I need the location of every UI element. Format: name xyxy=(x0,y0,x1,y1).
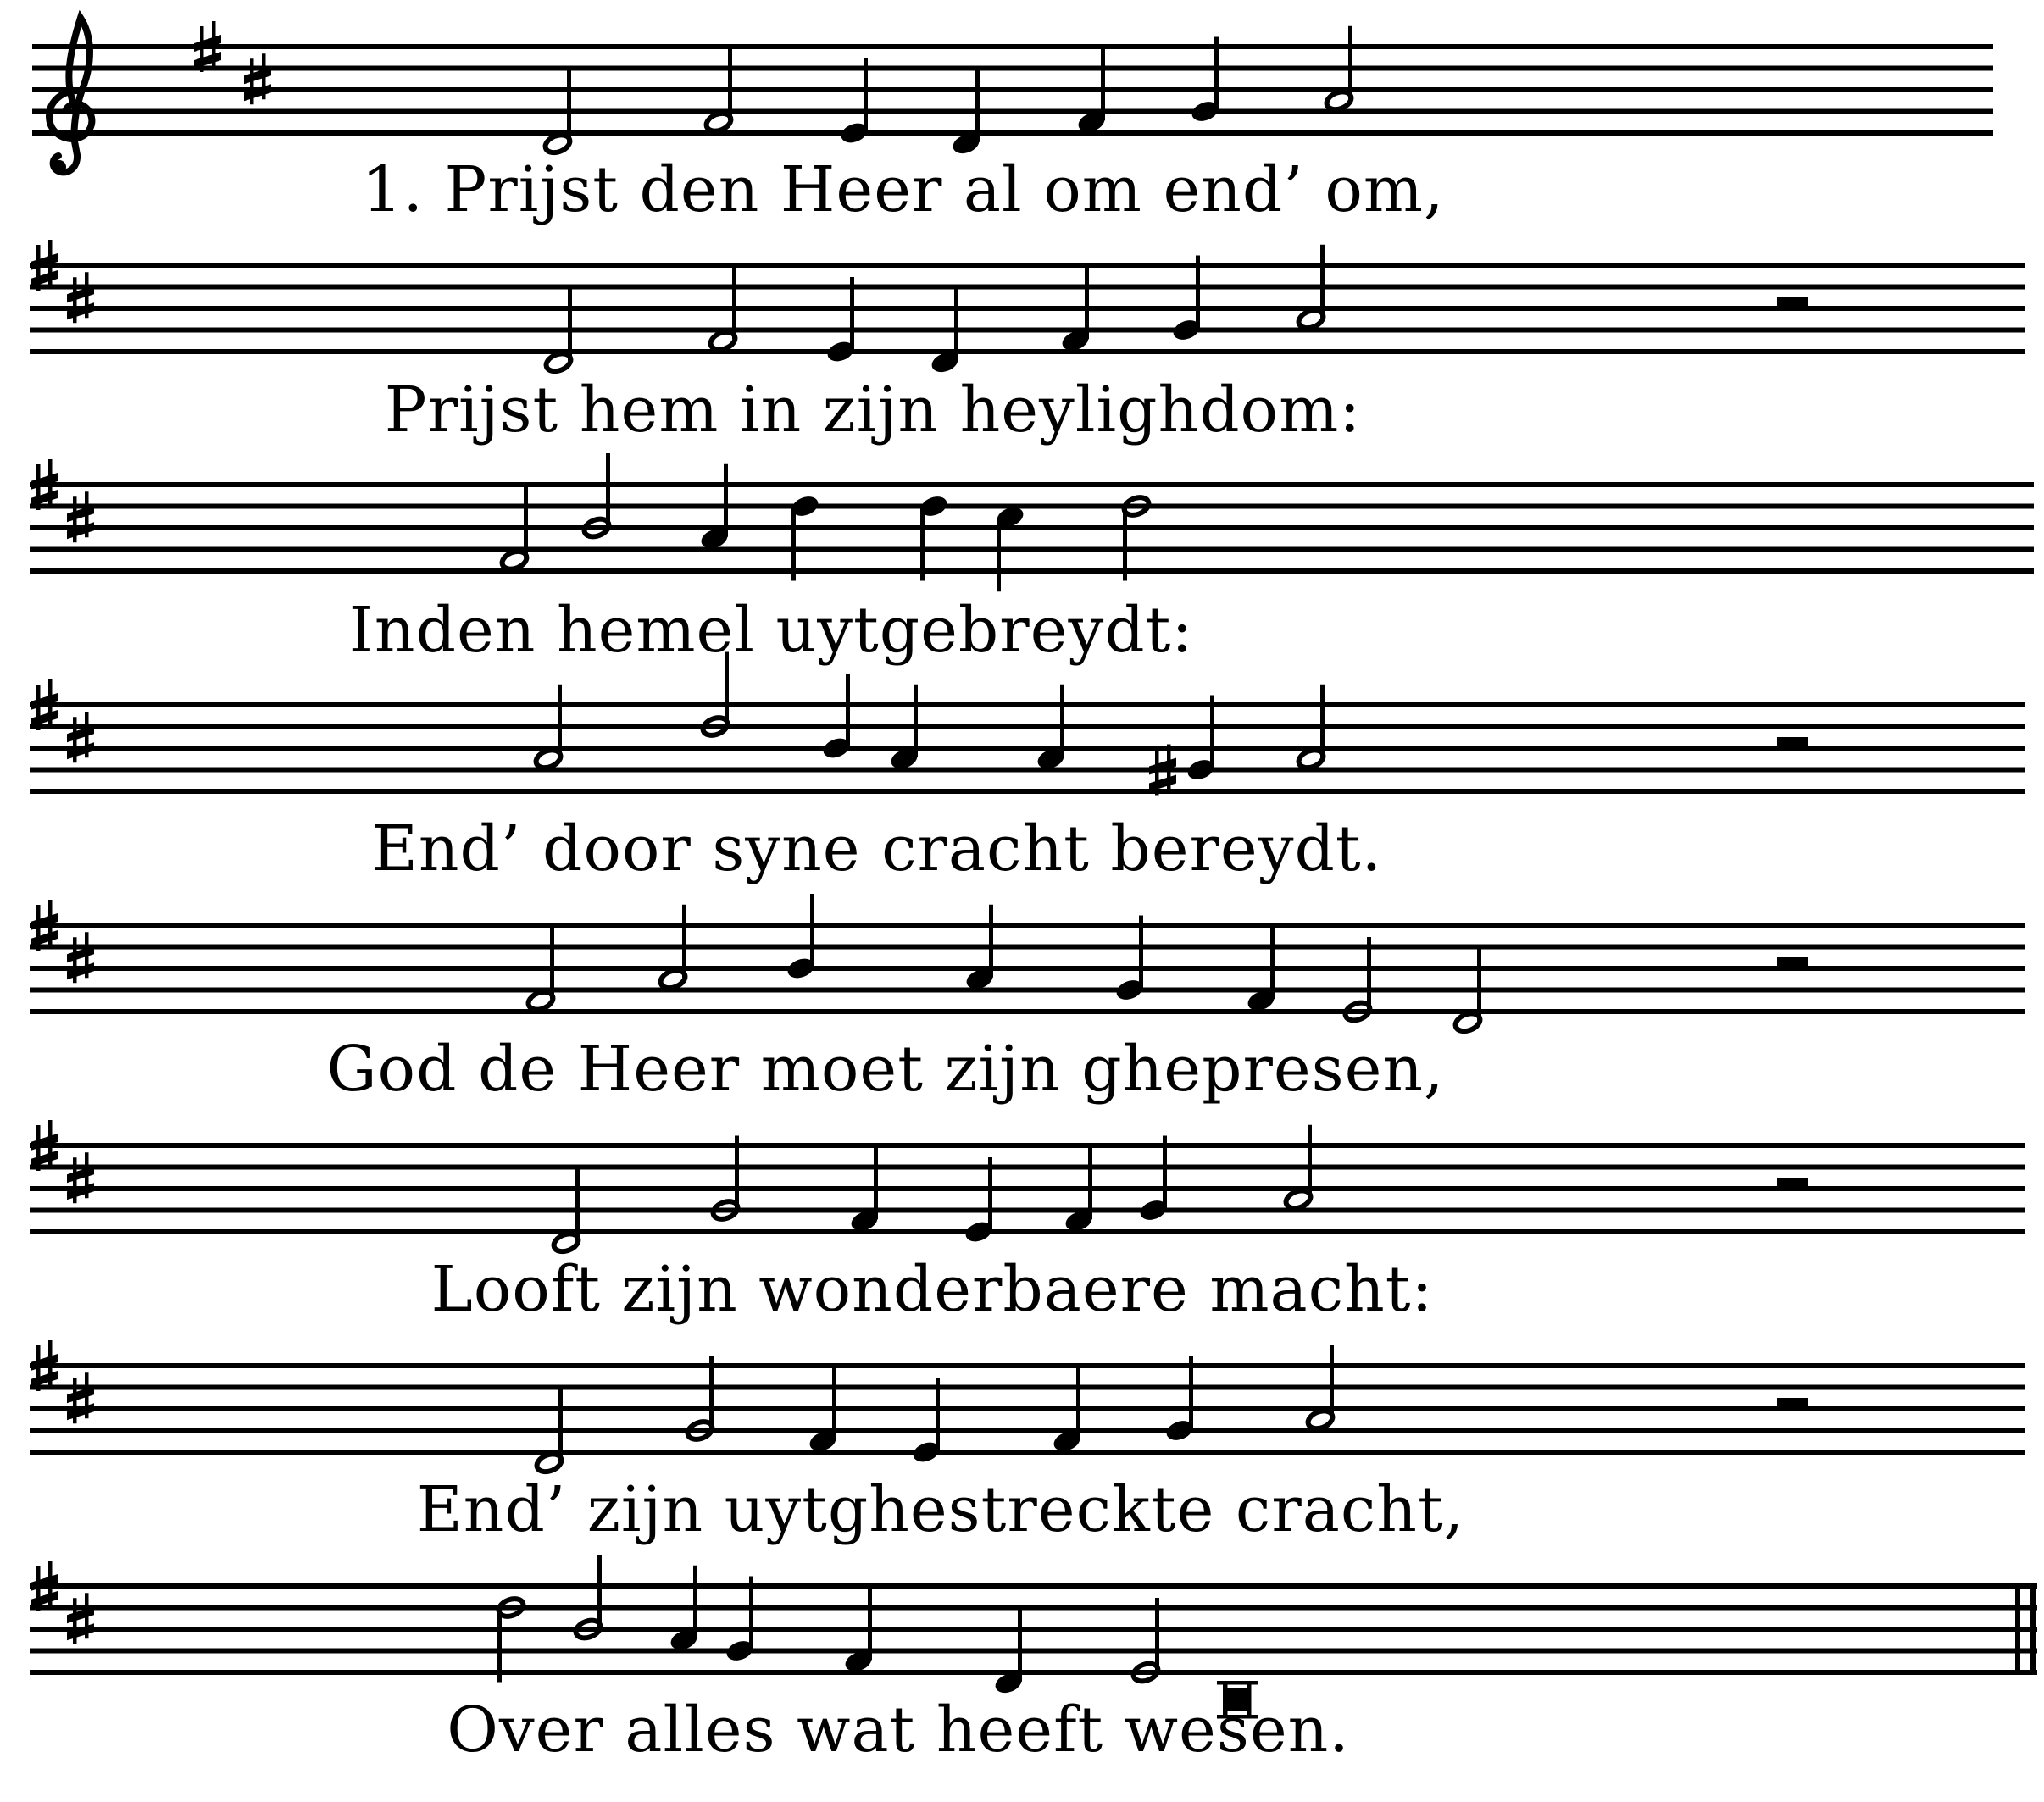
staff-line xyxy=(30,1428,2025,1433)
note xyxy=(789,493,820,581)
staff-line xyxy=(30,1627,2037,1632)
note xyxy=(1189,37,1220,125)
staff-line xyxy=(30,1649,2037,1654)
lyric-line-3: Inden hemel uytgebreydt: xyxy=(348,594,1194,667)
staff-line xyxy=(30,263,2025,268)
lyric-line-1: 1. Prijst den Heer al om end’ om, xyxy=(362,153,1445,226)
note xyxy=(785,894,816,982)
double-barline xyxy=(2030,1583,2036,1675)
staff-system-3 xyxy=(30,453,2034,591)
staff-line xyxy=(30,1670,2037,1675)
key-signature-sharp-icon xyxy=(67,1593,94,1644)
staff-line xyxy=(30,1229,2025,1234)
lyric-line-5: God de Heer moet zijn ghepresen, xyxy=(326,1033,1445,1106)
staff-line xyxy=(30,1208,2025,1213)
key-signature-sharp-icon xyxy=(67,932,94,983)
staff-line xyxy=(30,988,2025,993)
staff-line xyxy=(30,746,2025,751)
key-signature-sharp-icon xyxy=(67,491,94,542)
staff-system-5 xyxy=(30,894,2025,1034)
staff-system-2 xyxy=(30,240,2025,375)
staff-line xyxy=(30,1583,2037,1589)
staff-line xyxy=(30,1143,2025,1148)
staff-line xyxy=(30,1009,2025,1014)
staff-line xyxy=(30,1385,2025,1390)
staff-line xyxy=(30,966,2025,971)
staff-line xyxy=(30,923,2025,928)
staff-line xyxy=(30,1363,2025,1368)
staff-system-7 xyxy=(30,1340,2025,1475)
lyric-line-6: Looft zijn wonderbaere macht: xyxy=(430,1253,1434,1326)
staff-line xyxy=(30,1605,2037,1611)
staff-line xyxy=(32,44,1993,49)
staff-line xyxy=(30,1450,2025,1455)
staff-line xyxy=(30,724,2025,729)
half-rest-icon xyxy=(1777,957,1808,968)
half-rest-icon xyxy=(1777,1398,1808,1409)
staff-line xyxy=(32,66,1993,71)
staff-system-1 xyxy=(32,18,1993,174)
staff-line xyxy=(30,1186,2025,1191)
staff-system-4 xyxy=(30,652,2025,796)
key-signature-sharp-icon xyxy=(67,272,94,323)
note xyxy=(1164,1356,1195,1444)
staff-line xyxy=(30,547,2034,552)
note xyxy=(820,674,852,762)
staff-line xyxy=(30,328,2025,333)
staff-line xyxy=(30,306,2025,311)
note xyxy=(724,1577,755,1665)
lyric-line-4: End’ door syne cracht bereydt. xyxy=(371,812,1383,885)
lyric-line-8: Over alles wat heeft wesen. xyxy=(447,1694,1350,1766)
staff-system-6 xyxy=(30,1120,2025,1255)
lyric-line-2: Prijst hem in zijn heylighdom: xyxy=(384,374,1362,446)
staff-line xyxy=(30,525,2034,530)
staff-line xyxy=(30,285,2025,290)
key-signature-sharp-icon xyxy=(67,1372,94,1423)
staff-line xyxy=(30,945,2025,950)
staff-line xyxy=(30,568,2034,574)
staff-line xyxy=(30,768,2025,773)
staff-line xyxy=(30,349,2025,354)
staff-line xyxy=(32,109,1993,114)
note xyxy=(910,1378,941,1466)
half-rest-icon xyxy=(1777,737,1808,748)
staff-line xyxy=(32,130,1993,136)
staff-line xyxy=(32,87,1993,92)
note xyxy=(1137,1136,1169,1224)
staff-line xyxy=(30,1165,2025,1170)
note xyxy=(963,1157,994,1245)
key-signature-sharp-icon xyxy=(67,712,94,762)
staff-line xyxy=(30,789,2025,794)
half-rest-icon xyxy=(1777,1178,1808,1189)
note xyxy=(825,277,856,365)
lyric-line-7: End’ zijn uytghestreckte cracht, xyxy=(416,1473,1465,1546)
key-signature-sharp-icon xyxy=(244,53,271,104)
treble-clef-icon xyxy=(49,18,92,174)
staff-line xyxy=(30,482,2034,487)
note xyxy=(918,493,949,581)
note xyxy=(1170,256,1202,344)
note xyxy=(838,58,869,147)
double-barline xyxy=(2015,1583,2020,1675)
note xyxy=(1149,696,1217,796)
note xyxy=(1114,916,1145,1004)
half-rest-icon xyxy=(1777,297,1808,308)
staff-line xyxy=(30,702,2025,707)
staff-line xyxy=(30,504,2034,509)
key-signature-sharp-icon xyxy=(67,1152,94,1203)
staff-line xyxy=(30,1406,2025,1411)
